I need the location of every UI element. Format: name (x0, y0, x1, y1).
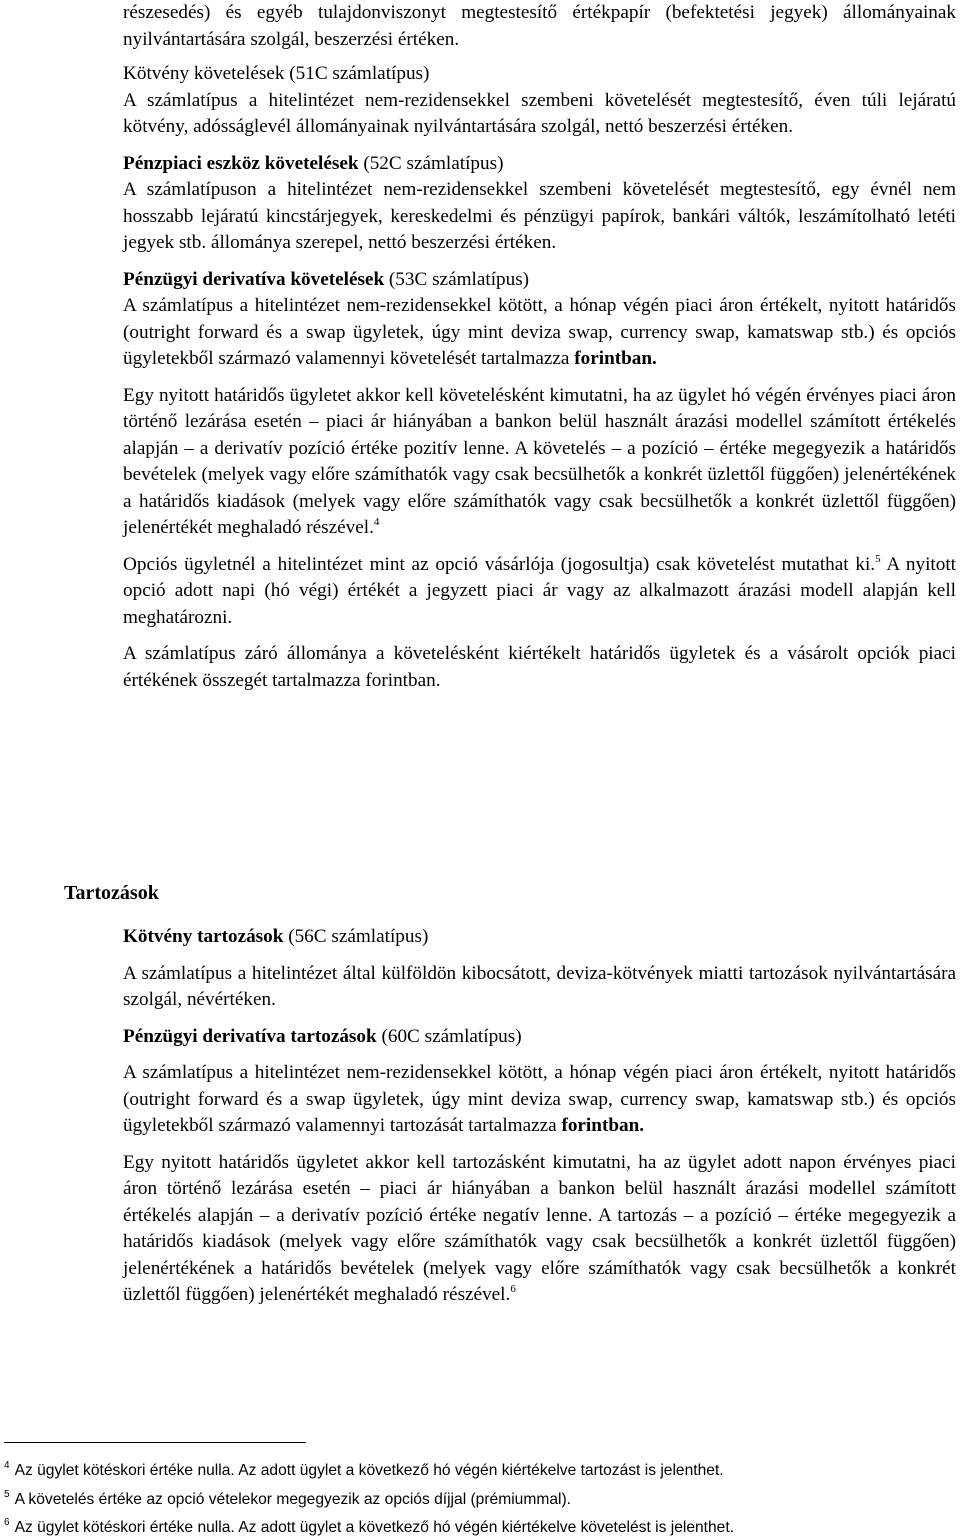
footnote-5 (4, 1483, 944, 1512)
currency-emphasis: forintban. (574, 348, 657, 369)
footnote-number: 5 (4, 1488, 10, 1500)
heading-title: Pénzügyi derivatíva követelések (123, 268, 385, 290)
footnote-separator (4, 1442, 306, 1443)
liabilities-column (123, 924, 956, 1309)
money-market-receivables-body: A számlatípuson a hitelintézet nem-rezidensekkel szembeni követelését megtestesítő, egy évnél nem hosszabb lejáratú kincstárjegyek, kereskedelmi és pénzügyi papírok, bankári váltók, leszámítolható letéti jegyek stb. állománya szerepel, nettó beszerzési értéken. (123, 179, 956, 253)
heading-account: (60C számlatípus) (376, 1025, 522, 1047)
footnote-ref[interactable]: 5 (875, 552, 881, 565)
liabilities-section-title: Tartozások (64, 882, 159, 904)
currency-emphasis: forintban. (561, 1115, 645, 1136)
derivative-receivables-body: A számlatípus a hitelintézet nem-rezidensekkel kötött, a hónap végén piaci áron értékelt, nyitott határidős (outright forward és a swap ügyletek, úgy mint deviza swap, currency swap, kamatswap stb.) és opciós ügyletekből származó valamennyi követelését tartalmazza forintban. (123, 295, 956, 369)
derivative-liabilities-body: A számlatípus a hitelintézet nem-rezidensekkel kötött, a hónap végén piaci áron értékelt, nyitott határidős (outright forward és a swap ügyletek, úgy mint deviza swap, currency swap, kamatswap stb.) és opciós ügyletekből származó valamennyi tartozását tartalmazza forintban. (123, 1062, 956, 1136)
intro-paragraph: részesedés) és egyéb tulajdonviszonyt megtestesítő értékpapír (befektetési jegyek) állományainak nyilvántartására szolgál, beszerzési értéken. (123, 2, 956, 50)
bond-liabilities-heading (123, 924, 956, 951)
derivative-liabilities-heading (123, 1024, 956, 1051)
derivative-receivables-heading (123, 267, 956, 294)
heading-account: (51C számlatípus) (284, 63, 430, 84)
heading-title: Kötvény követelések (123, 63, 285, 84)
bond-receivables-heading (123, 61, 956, 88)
heading-title: Pénzügyi derivatíva tartozások (123, 1025, 377, 1047)
bond-liabilities-body: A számlatípus a hitelintézet által külföldön kibocsátott, deviza-kötvények miatti tartozások nyilvántartására szolgál, névértéken. (123, 962, 956, 1010)
option-receivables-paragraph: Opciós ügyletnél a hitelintézet mint az opció vásárlója (jogosultja) csak követelést mutathat ki.$^5$ A nyitott opció adott napi (hó végi) értékét a jegyzett piaci ár vagy az alkalmazott árazási modell alapján kell meghatározni. (123, 552, 956, 628)
footnote-ref[interactable]: 6 (510, 1283, 516, 1295)
heading-account: (56C számlatípus) (283, 926, 429, 947)
closing-balance-paragraph: A számlatípus záró állománya a követelésként kiértékelt határidős ügyletek és a vásárolt opciók piaci értékének összegét tartalmazza forintban. (123, 643, 956, 691)
derivative-receivables-recognition: Egy nyitott határidős ügyletet akkor kell követelésként kimutatni, ha az ügylet hó végén érvényes piaci áron történő lezárása esetén – piaci ár hiányában a bankon belül használt árazási modellel számított értékelés alapján – a derivatív pozíció értéke pozitív lenne. A követelés – a pozíció – értéke megegyezik a határidős bevételek (melyek vagy előre számíthatók vagy csak becsülhetők a konkrét üzlettől függően) jelenértékének a határidős kiadások (melyek vagy előre számíthatók vagy csak becsülhetők a konkrét üzlettől függően) jelenértékét meghaladó részével.$^4$ (123, 384, 956, 538)
derivative-liabilities-recognition: Egy nyitott határidős ügyletet akkor kell tartozásként kimutatni, ha az ügylet adott napon érvényes piaci áron történő lezárása esetén – piaci ár hiányában a bankon belül használt árazási modellel számított értékelés alapján – a derivatív pozíció értéke negatív lenne. A tartozás – a pozíció – értéke megegyezik a határidős kiadások (melyek vagy előre számíthatók vagy csak becsülhetők a konkrét üzlettől függően) jelenértékének a határidős bevételek (melyek vagy előre számíthatók vagy csak becsülhetők a konkrét üzlettől függően) jelenértékét meghaladó részével.$^6$ (123, 1151, 956, 1305)
footnote-ref[interactable]: 4 (373, 516, 380, 528)
footnote-6 (4, 1511, 944, 1540)
money-market-receivables-heading (123, 151, 956, 178)
heading-account: (52C számlatípus) (358, 152, 504, 174)
bond-receivables-body: A számlatípus a hitelintézet nem-rezidensekkel szembeni követelését megtestesítő, éven túli lejáratú kötvény, adósságlevél állományainak nyilvántartására szolgál, nettó beszerzési értéken. (123, 89, 956, 137)
receivables-column (123, 0, 956, 694)
heading-title: Pénzpiaci eszköz követelések (123, 152, 359, 174)
heading-account: (53C számlatípus) (384, 268, 530, 290)
footnote-number: 4 (4, 1460, 10, 1471)
footnote-number: 6 (4, 1517, 10, 1528)
footnote-text: Az ügylet kötéskori értéke nulla. Az adott ügylet a következő hó végén kiértékelve követelést is jelenthet. (14, 1519, 735, 1536)
footnotes (4, 1454, 944, 1540)
footnote-4 (4, 1454, 944, 1483)
footnote-text: Az ügylet kötéskori értéke nulla. Az adott ügylet a következő hó végén kiértékelve tartozást is jelenthet. (14, 1462, 724, 1479)
heading-title: Kötvény tartozások (123, 926, 284, 947)
footnote-text: A követelés értéke az opció vételekor megegyezik az opciós díjjal (prémiummal). (14, 1490, 571, 1508)
